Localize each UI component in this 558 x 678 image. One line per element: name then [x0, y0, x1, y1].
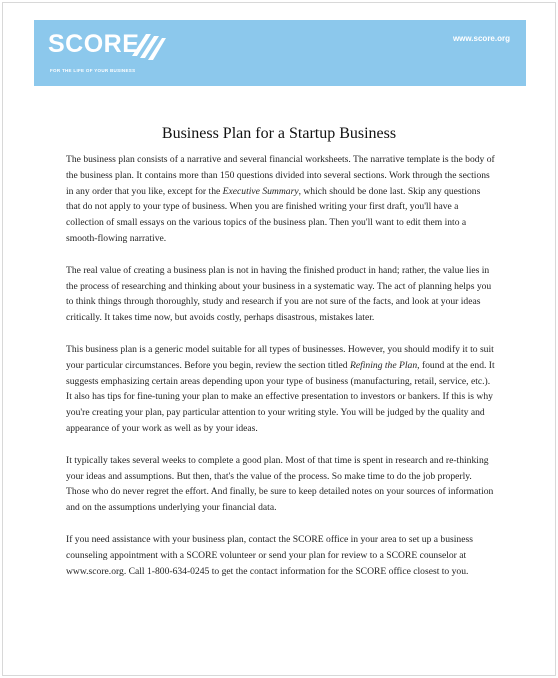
header-banner	[34, 20, 526, 86]
document-body	[66, 152, 496, 579]
site-url-link[interactable]: www.score.org	[452, 34, 510, 43]
document-title: Business Plan for a Startup Business	[161, 125, 397, 142]
paragraph: It typically takes several weeks to complete a good plan. Most of that time is spent in research and re-thinking your ideas and assumptions. But then, that's the value of the process. So make time to do the job properly. Those who do never regret the effort. And finally, be sure to keep detailed notes on your sources of information and on the assumptions underlying your financial data.	[66, 454, 494, 514]
paragraph: The business plan consists of a narrative and several financial worksheets. The narrative template is the body of the business plan. It contains more than 150 questions divided into several sections. Work through the sections in any order that you like, except for the Executive Summary, which should be done last. Skip any questions that do not apply to your type of business. When you are finished writing your first draft, you'll have a collection of small essays on the various topics of the business plan. Then you'll want to edit them into a smooth-flowing narrative.	[66, 154, 495, 244]
emphasis-text: Executive Summary	[222, 185, 299, 197]
paragraph: This business plan is a generic model suitable for all types of businesses. However, you should modify it to suit your particular circumstances. Before you begin, review the section titled Refining the Plan, found at the end. It suggests emphasizing certain areas depending upon your type of business (manufacturing, retail, service, etc.). It also has tips for fine-tuning your plan to make an effective presentation to investors or bankers. If this is why you're creating your plan, pay particular attention to your writing style. You will be judged by the quality and appearance of your work as well as by your ideas.	[66, 343, 495, 434]
logo-tagline: FOR THE LIFE OF YOUR BUSINESS	[50, 68, 136, 73]
paragraph: If you need assistance with your business plan, contact the SCORE office in your area to set up a business counseling appointment with a SCORE volunteer or send your plan for review to a SCORE counselor at www.score.org. Call 1-800-634-0245 to get the contact information for the SCORE office closest to you.	[66, 533, 473, 577]
emphasis-text: Refining the Plan	[349, 359, 418, 371]
logo-stripes-icon	[126, 30, 166, 66]
score-logo[interactable]: SCORE	[48, 30, 140, 58]
paragraph: The real value of creating a business plan is not in having the finished product in hand; rather, the value lies in the process of researching and thinking about your business in a systematic way. The act of planning helps you to think things through thoroughly, study and research if you are not sure of the facts, and look at your ideas critically. It takes time now, but avoids costly, perhaps disastrous, mistakes later.	[66, 264, 492, 324]
